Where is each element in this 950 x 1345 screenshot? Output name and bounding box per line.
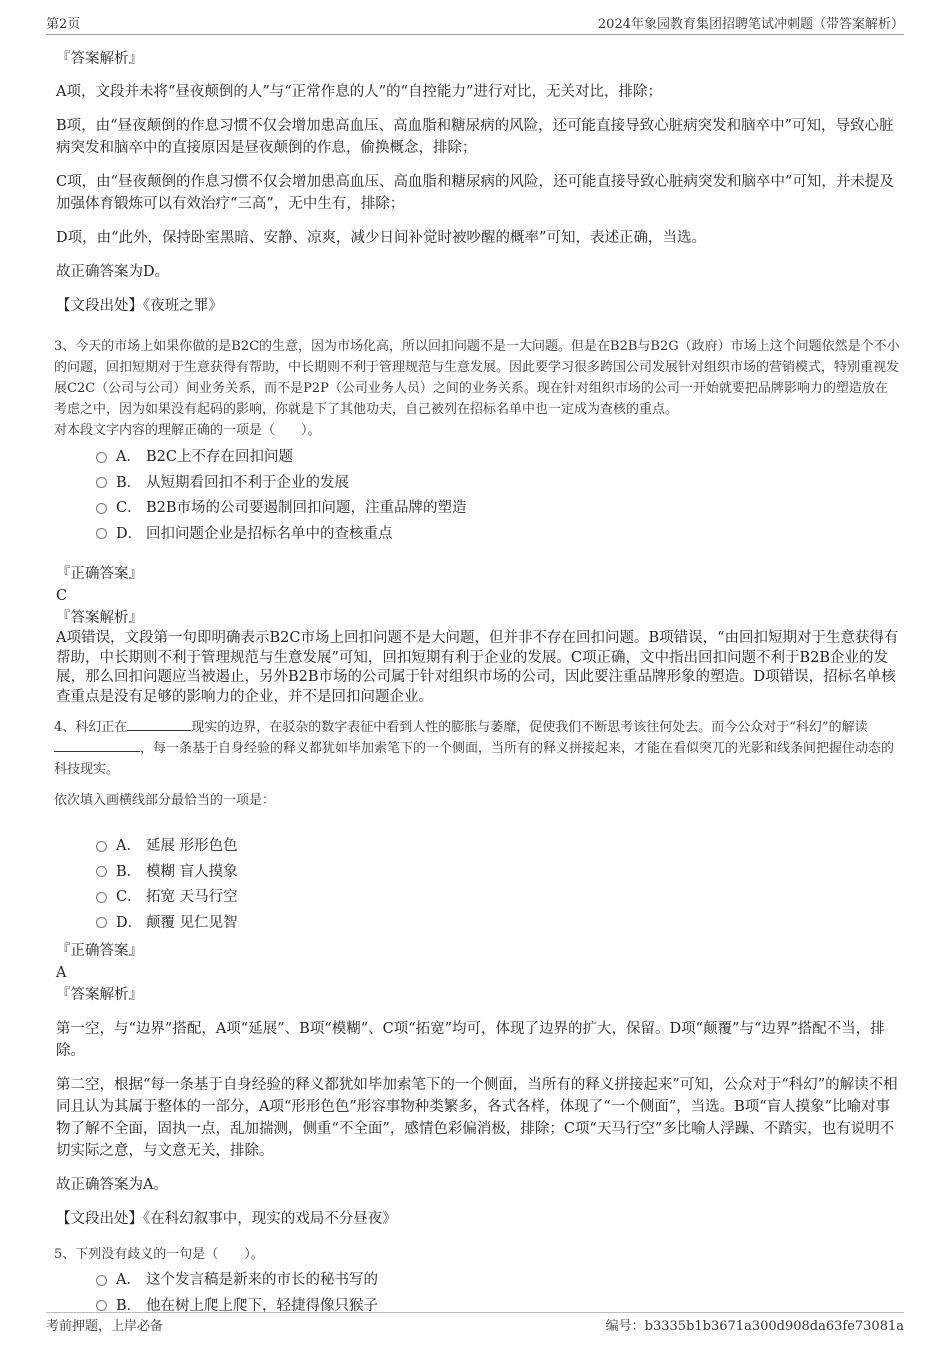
radio-icon[interactable]: [96, 917, 107, 928]
fill-blank: [127, 717, 191, 731]
analysis-paragraph: B项，由“昼夜颠倒的作息习惯不仅会增加患高血压、高血脂和糖尿病的风险，还可能直接导致心脏病突发和脑卒中”可知，导致心脏病突发和脑卒中的直接原因是昼夜颠倒的作息，偷换概念，排除；: [56, 118, 894, 156]
radio-icon[interactable]: [96, 892, 107, 903]
option-a[interactable]: A． B2C上不存在回扣问题: [56, 443, 900, 469]
document-body: [56, 44, 900, 1317]
option-a[interactable]: A． 这个发言稿是新来的市长的秘书写的: [56, 1266, 900, 1292]
page-footer: [46, 1312, 904, 1334]
option-b[interactable]: B． 从短期看回扣不利于企业的发展: [56, 469, 900, 495]
radio-icon[interactable]: [96, 1275, 107, 1286]
option-d[interactable]: D． 颠覆 见仁见智: [56, 909, 900, 935]
document-title: 2024年象园教育集团招聘笔试冲刺题（带答案解析）: [597, 17, 904, 32]
question-stem: 3、今天的市场上如果你做的是B2C的生意，因为市场化高，所以回扣问题不是一大问题。但是在B2B与B2G（政府）市场上这个问题依然是个不小的问题，回扣短期对于生意获得有帮助，中长期则不利于管理规范与生意发展。因此要学习很多跨国公司发展针对组织市场的营销模式，特别重视发展C2C（公司与公司）间业务关系，而不是P2P（公司业务人员）之间的业务关系。现在针对组织市场的公司一开始就要把品牌影响力的塑造放在考虑之中，因为如果没有起码的影响，你就是下了其他功夫，自己被列在招标名单中也一定成为查核的重点。: [54, 339, 900, 417]
options-list: [56, 1266, 900, 1317]
analysis-paragraph: D项，由“此外，保持卧室黑暗、安静、凉爽，减少日间补觉时被吵醒的概率”可知，表述正确，当选。: [56, 230, 706, 246]
radio-icon[interactable]: [96, 1300, 107, 1311]
option-b[interactable]: B． 模糊 盲人摸象: [56, 858, 900, 884]
options-list: [56, 832, 900, 934]
options-list: [56, 443, 900, 545]
option-c[interactable]: C． 拓宽 天马行空: [56, 883, 900, 909]
answer-value: C: [56, 588, 68, 604]
page-number: 第2页: [46, 17, 81, 32]
source: 【文段出处】《在科幻叙事中，现实的戏局不分昼夜》: [56, 1211, 397, 1227]
analysis-label: 『答案解析』: [56, 51, 143, 67]
analysis-paragraph: 第二空，根据“每一条基于自身经验的释义都犹如毕加索笔下的一个侧面，当所有的释义拼接起来”可知，公众对于“科幻”的解读不相同且认为其属于整体的一部分，A项“形形色色”形容事物种类繁多，各式各样，体现了“一个侧面”，当选。B项“盲人摸象”比喻对事物了解不全面，固执一点，乱加揣测，侧重“不全面”，感情色彩偏消极，排除；C项“天马行空”多比喻人浮躁、不踏实，也有说明不切实际之意，与文意无关，排除。: [56, 1077, 898, 1159]
answer-label: 『正确答案』: [56, 943, 143, 959]
option-c[interactable]: C． B2B市场的公司要遏制回扣问题，注重品牌的塑造: [56, 494, 900, 520]
conclusion: 故正确答案为D。: [56, 264, 170, 280]
radio-icon[interactable]: [96, 477, 107, 488]
source: 【文段出处】《夜班之罪》: [56, 298, 223, 314]
analysis-label: 『答案解析』: [56, 610, 143, 626]
footer-slogan: 考前押题，上岸必备: [46, 1319, 164, 1334]
conclusion: 故正确答案为A。: [56, 1177, 168, 1193]
option-a[interactable]: A． 延展 形形色色: [56, 832, 900, 858]
option-d[interactable]: D． 回扣问题企业是招标名单中的查核重点: [56, 520, 900, 546]
radio-icon[interactable]: [96, 841, 107, 852]
analysis-label: 『答案解析』: [56, 987, 143, 1003]
page-header: [46, 12, 904, 35]
analysis-paragraph: C项，由“昼夜颠倒的作息习惯不仅会增加患高血压、高血脂和糖尿病的风险，还可能直接导致心脏病突发和脑卒中”可知，并未提及加强体育锻炼可以有效治疗“三高”，无中生有，排除；: [56, 174, 894, 212]
document-id: 编号：b3335b1b3671a300d908da63fe73081a: [605, 1319, 904, 1334]
radio-icon[interactable]: [96, 503, 107, 514]
answer-value: A: [56, 965, 67, 981]
analysis-paragraph: A项错误，文段第一句即明确表示B2C市场上回扣问题不是大问题，但并非不存在回扣问题。B项错误，“由回扣短期对于生意获得有帮助，中长期则不利于管理规范与生意发展”可知，回扣短期有利于企业的发展。C项正确，文中指出回扣问题不利于B2B企业的发展，那么回扣问题应当被遏止，另外B2B市场的公司属于针对组织市场的公司，因此要注重品牌形象的塑造。D项错误，招标名单核查重点是没有足够的影响力的企业，并不是回扣问题企业。: [56, 630, 899, 705]
question-stem: 4、科幻正在 现实的边界，在驳杂的数字表征中看到人性的膨胀与萎靡，促使我们不断思考该往何处去。而今公众对于“科幻”的解读，每一条基于自身经验的释义都犹如毕加索笔下的一个侧面，当所有的释义拼接起来，才能在看似突兀的光影和线条间把握住动态的科技现实。: [54, 717, 900, 780]
fill-blank: [54, 738, 140, 752]
analysis-paragraph: 第一空，与“边界”搭配，A项“延展”、B项“模糊”、C项“拓宽”均可，体现了边界的扩大，保留。D项“颠覆”与“边界”搭配不当，排除。: [56, 1021, 885, 1059]
analysis-paragraph: A项，文段并未将“昼夜颠倒的人”与“正常作息的人”的“自控能力”进行对比，无关对比，排除；: [56, 84, 662, 100]
radio-icon[interactable]: [96, 866, 107, 877]
question-prompt: 对本段文字内容的理解正确的一项是（ ）。: [54, 423, 321, 438]
question-prompt: 依次填入画横线部分最恰当的一项是：: [54, 793, 276, 808]
radio-icon[interactable]: [96, 528, 107, 539]
radio-icon[interactable]: [96, 452, 107, 463]
option-b[interactable]: B． 他在树上爬上爬下，轻捷得像只猴子: [56, 1292, 900, 1318]
question-stem: 5、下列没有歧义的一句是（ ）。: [54, 1247, 264, 1262]
answer-label: 『正确答案』: [56, 566, 143, 582]
